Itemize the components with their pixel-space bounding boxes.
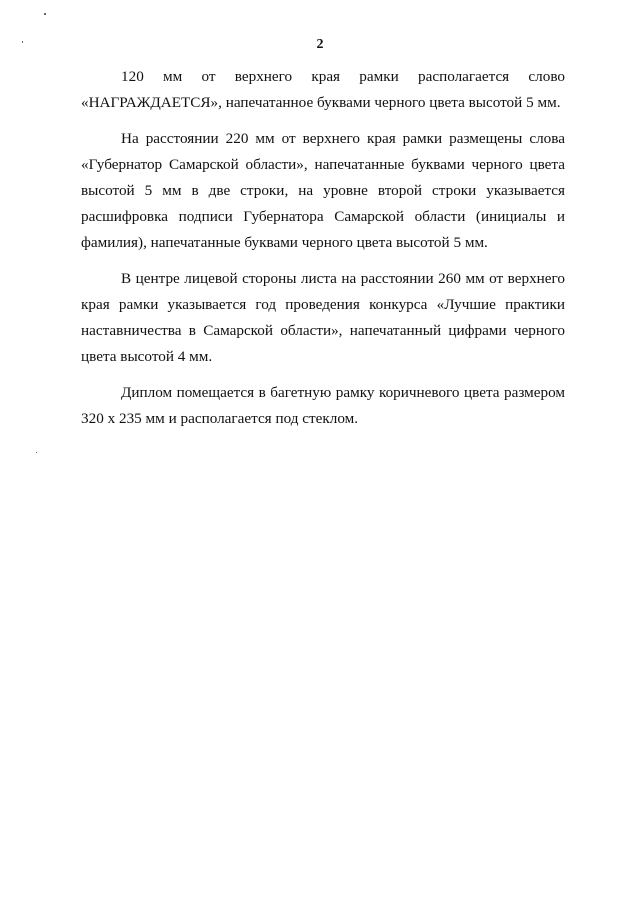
page-number: 2 [316, 37, 324, 52]
paragraph-contest-year: В центре лицевой стороны листа на расстоянии 260 мм от верхнего края рамки указывается год проведения конкурса «Лучшие практики наставничества в Самарской области», напечатанный цифрами черного цвета высотой 4 мм. [81, 270, 565, 365]
scan-speck [36, 452, 37, 453]
paragraph-frame: Диплом помещается в багетную рамку коричневого цвета размером 320 х 235 мм и располагается под стеклом. [81, 384, 565, 427]
scan-speck [44, 13, 46, 15]
scan-speck [22, 41, 23, 43]
paragraph-governor-signature: На расстоянии 220 мм от верхнего края рамки размещены слова «Губернатор Самарской области», напечатанные буквами черного цвета высотой 5 мм в две строки, на уровне второй строки указывается расшифровка подписи Губернатора Самарской области (инициалы и фамилия), напечатанные буквами черного цвета высотой 5 мм. [81, 130, 565, 251]
paragraph-nagrazhdaetsya: 120 мм от верхнего края рамки располагается слово «НАГРАЖДАЕТСЯ», напечатанное буквами черного цвета высотой 5 мм. [81, 68, 565, 111]
document-body [81, 64, 565, 442]
